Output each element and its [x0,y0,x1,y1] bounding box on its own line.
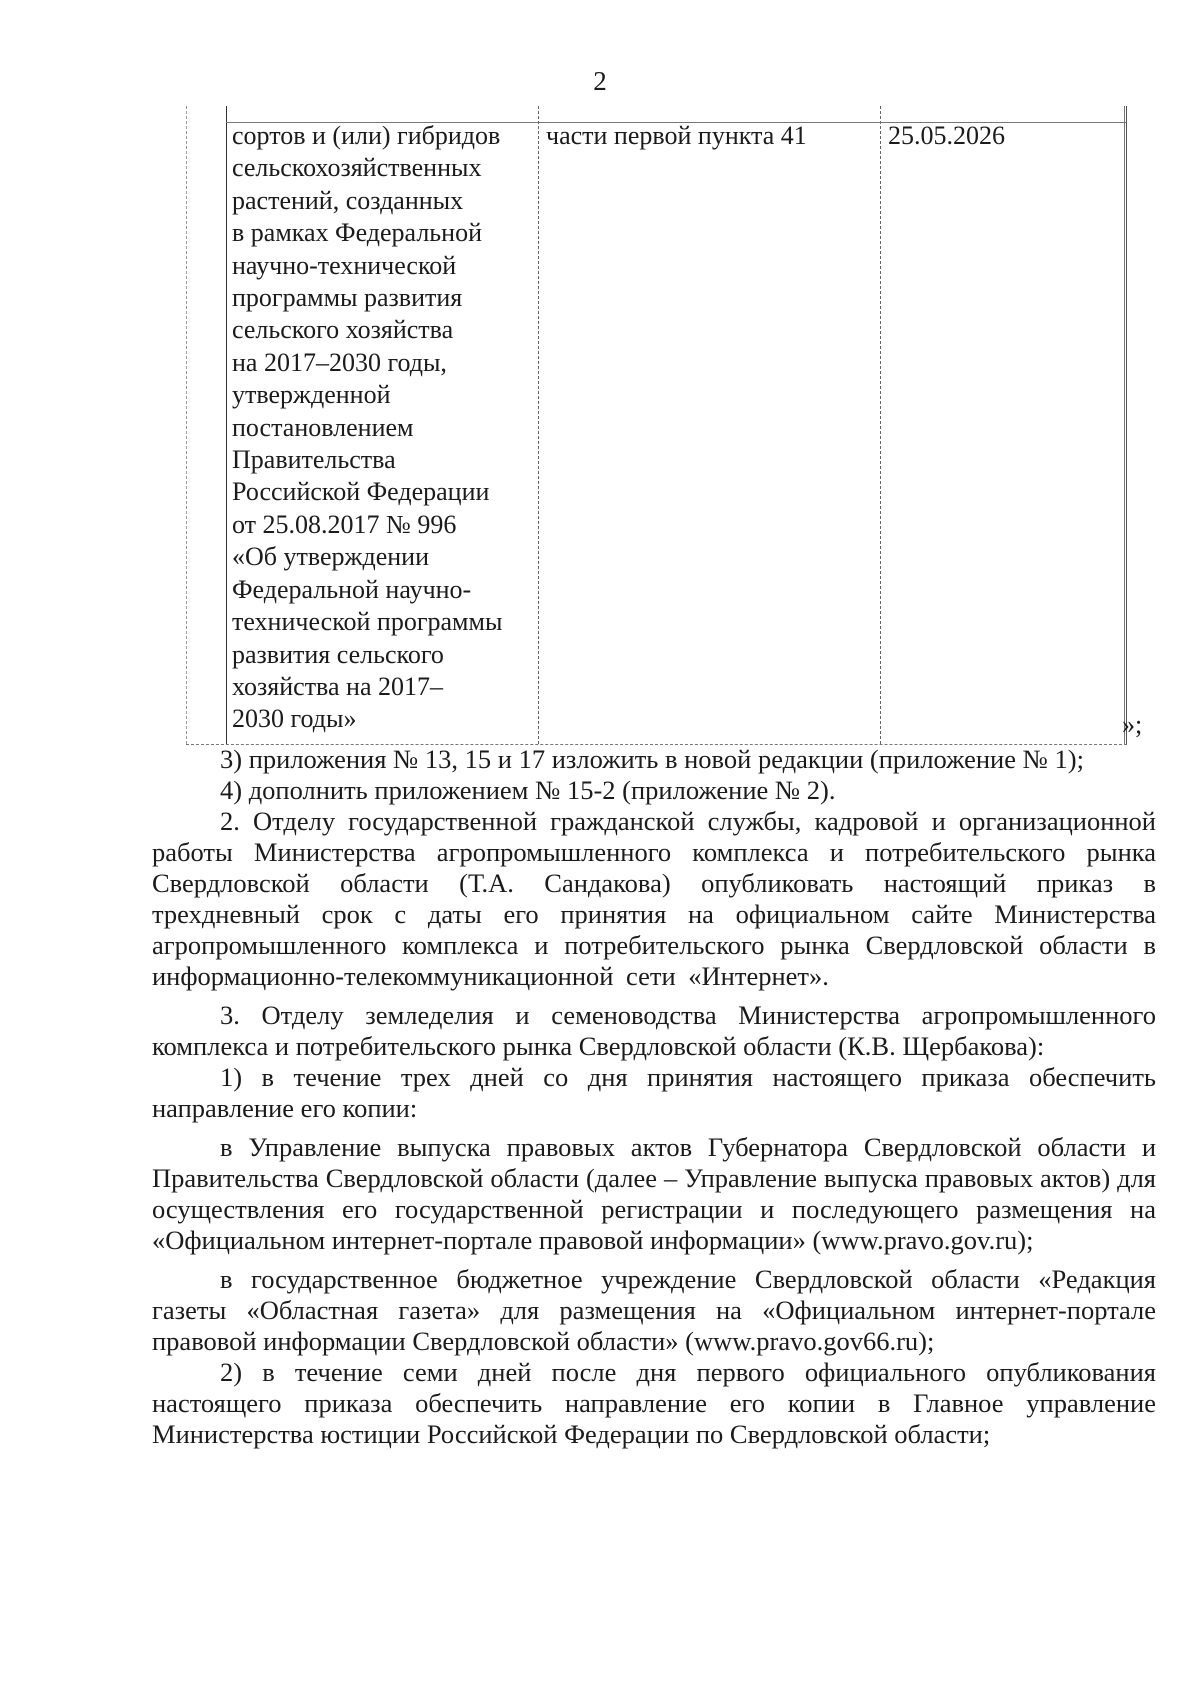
table-cell-line: постановлением [232,412,414,442]
paragraph-subitem-2: 2) в течение семи дней после дня первого официального опубликования настоящего приказа обеспечить направление его копии в Главное управление Министерства юстиции Российской Федерации по Свердловской области; [152,1357,1156,1449]
table-cell-line: развития сельского [232,639,444,669]
table-cell-document-name [232,120,542,736]
paragraph-item-3: 3) приложения № 13, 15 и 17 изложить в новой редакции (приложение № 1); [220,744,1084,774]
table-cell-line: от 25.08.2017 № 996 [232,509,457,539]
table-column-divider [226,106,227,744]
paragraph-recipient-2: в государственное бюджетное учреждение Свердловской области «Редакция газеты «Областная газета» для размещения на «Официальном интернет-портале правовой информации Свердловской области» (www.pravo.gov66.ru); [152,1264,1156,1356]
table-cell-line: научно-технической [232,250,457,280]
table-cell-line: в рамках Федеральной [232,218,482,248]
table-cell-line: Российской Федерации [232,477,490,507]
table-column-divider [880,106,881,744]
table-cell-line: сортов и (или) гибридов [232,121,501,150]
page-number: 2 [593,66,607,96]
table-outer-border [186,106,187,744]
table-column-divider [1124,106,1125,744]
table-cell-date: 25.05.2026 [888,121,1005,150]
table-cell-line: Федеральной научно- [232,574,472,604]
paragraph-recipient-1: в Управление выпуска правовых актов Губернатора Свердловской области и Правительства Свердловской области (далее – Управление выпуска правовых актов) для осуществления его государственной регистрации и последующего размещения на «Официальном интернет-портале правовой информации» (www.pravo.gov.ru); [152,1132,1156,1255]
document-body [152,744,1156,1450]
table-cell-line: технической программы [232,607,503,637]
table-cell-line: «Об утверждении [232,542,430,572]
table-cell-line: программы развития [232,283,463,313]
closing-quote: »; [1122,710,1143,739]
table-cell-line: сельскохозяйственных [232,153,482,183]
table-cell-line: Правительства [232,445,396,475]
table-cell-line: на 2017–2030 годы, [232,347,447,377]
table-cell-line: хозяйства на 2017– [232,671,443,701]
table-cell-line: растений, созданных [232,185,464,215]
paragraph-clause-2: 2. Отделу государственной гражданской службы, кадровой и организационной работы Министерства агропромышленного комплекса и потребительского рынка Свердловской области (Т.А. Сандакова) опубликовать настоящий приказ в трехдневный срок с даты его принятия на официальном сайте Министерства агропромышленного комплекса и потребительского рынка Свердловской области в информационно-телекоммуникационной сети «Интернет». [152,806,1156,991]
paragraph-subitem-1: 1) в течение трех дней со дня принятия настоящего приказа обеспечить направление его копии: [152,1062,1156,1123]
table-cell-point-reference: части первой пункта 41 [546,121,807,150]
table-fragment [186,106,1127,745]
paragraph-clause-3: 3. Отделу земледелия и семеноводства Министерства агропромышленного комплекса и потребительского рынка Свердловской области (К.В. Щербакова): [152,1000,1156,1061]
paragraph-item-4: 4) дополнить приложением № 15-2 (приложение № 2). [220,775,836,805]
table-cell-line: сельского хозяйства [232,315,454,345]
table-cell-line: утвержденной [232,380,391,410]
table-cell-line: 2030 годы» [232,704,357,734]
